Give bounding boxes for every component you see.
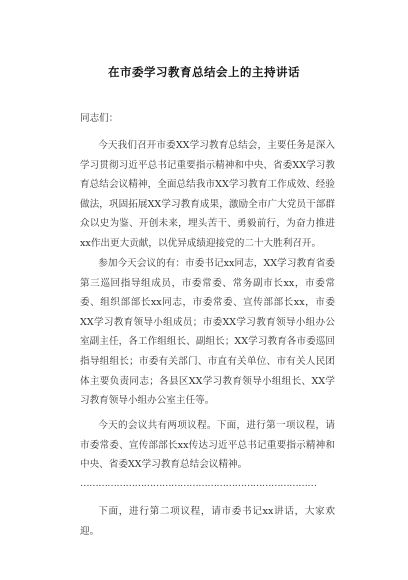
document-title: 在市委学习教育总结会上的主持讲话 [108,65,300,79]
body-paragraph [80,136,335,254]
body-paragraph [80,502,335,541]
paragraph-text: 今天的会议共有两项议程。下面，进行第一项议程，请市委常委、宣传部部长xx传达习近平总书记重要指示精神和中央、省委XX学习教育总结会议精神。 [80,420,335,471]
paragraph-text: 参加今天会议的有：市委书记xx同志，XX学习教育省委第三巡回指导组成员，市委常委、常务副市长xx，市委常委、组织部部长xx同志，市委常委、宣传部部长xx，市委XX学习教育领导小组成员；市委XX学习教育领导小组办公室副主任，各工作组组长、副组长；XX学习教育各市委巡回指导组组长；市委有关部门、市直有关单位、市有关人民团体主要负责同志；各县区XX学习教育领导小组组长、XX学习教育领导小组办公室主任等。 [80,258,335,407]
body-paragraph [80,254,335,411]
paragraph-text: 下面，进行第二项议程，请市委书记xx讲话，大家欢迎。 [80,506,335,537]
ellipsis-separator: …………………………………………………………………… [80,478,317,489]
salutation: 同志们： [80,113,119,124]
paragraph-text: 今天我们召开市委XX学习教育总结会，主要任务是深入学习贯彻习近平总书记重要指示精神和中央、省委XX学习教育总结会议精神，全面总结我市XX学习教育工作成效、经验做法，巩固拓展XX学习教育成果，激励全市广大党员干部群众以史为鉴、开创未来，埋头苦干、勇毅前行，为奋力推进xx作出更大贡献，以优异成绩迎接党的二十大胜利召开。 [80,140,335,249]
body-paragraph [80,416,335,475]
